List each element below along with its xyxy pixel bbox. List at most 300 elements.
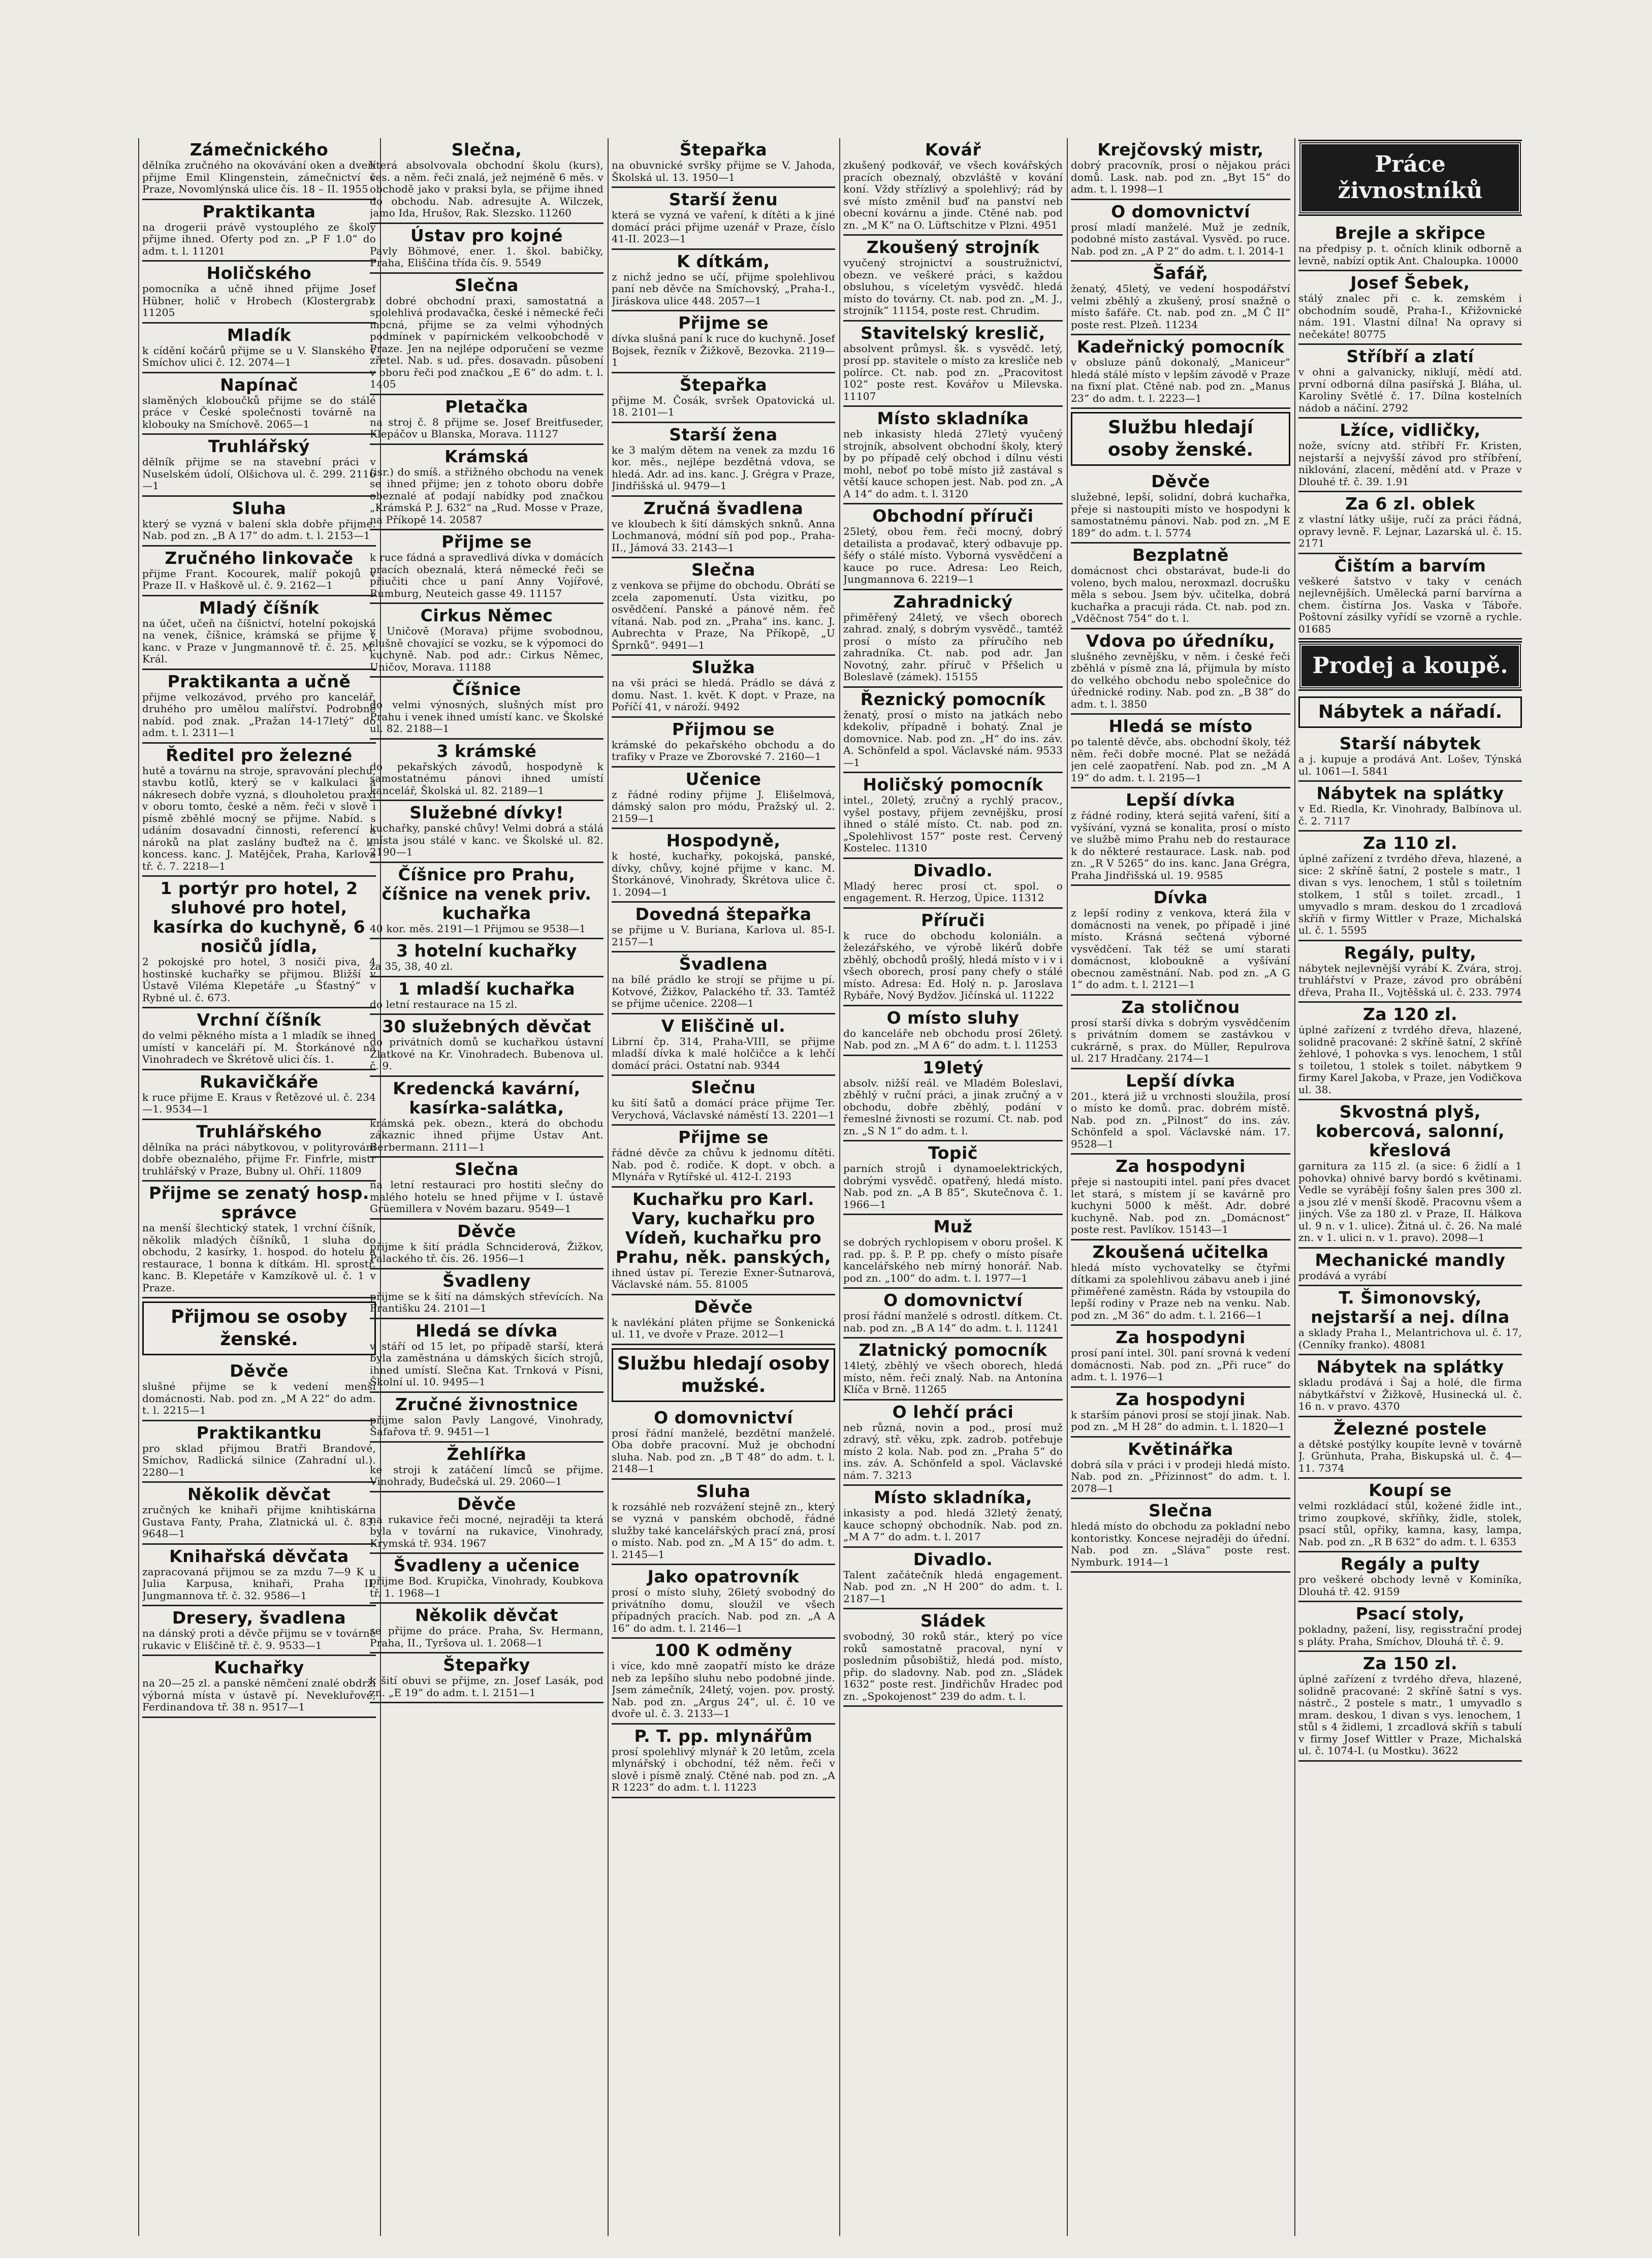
classified-ad [612, 829, 835, 903]
classified-ad [1298, 221, 1522, 271]
ad-body: kuchařky, panské chůvy! Velmi dobrá a stálá místa jsou stálé v kanc. ve Školské ul. 82. 2190—1 [370, 822, 603, 858]
classified-ad [370, 1653, 603, 1703]
ad-body: Talent začátečník hledá engagement. Nab. pod zn. „N H 200“ do adm. t. l. 2187—1 [843, 1568, 1063, 1605]
classified-ad [1071, 1438, 1290, 1500]
section-banner: Prodej a koupě. [1298, 643, 1522, 689]
ad-title: O lehčí práci [892, 1402, 1014, 1422]
ad-title: Květinářka [1128, 1439, 1233, 1459]
ad-title: Štepařka [679, 374, 768, 395]
ad-body: přijme k šití prádla Schnciderová, Žižkov, Palackého tř. čís. 26. 1956—1 [370, 1240, 603, 1264]
ad-body: pro sklad přijmou Bratři Brandové, Smíchov, Radlická silnice (Zahradní ul.). 2280—1 [142, 1442, 376, 1478]
section-heading: Přijmou se osoby ženské. [142, 1301, 376, 1355]
classified-ad [1071, 335, 1290, 409]
classified-ad [612, 1406, 835, 1480]
classified-ad [1298, 1249, 1522, 1287]
ad-body: z dobré obchodní praxi, samostatná a spolehlivá prodavačka, české i německé řeči mocná, přijme se za velmi výhodných podmínek v papírnickém velkoobchodě v Praze. Jen na nejlépe odporučení se vezme zřetel. Nab. s ud. přes. dosavadn. působení v oboru řeči pod značkou „E 6“ do adm. t. l. 1405 [370, 294, 603, 390]
classified-ad [142, 138, 376, 200]
classified-ad [370, 395, 603, 445]
ad-title: Koupí se [1369, 1480, 1452, 1500]
classified-ad [370, 1077, 603, 1158]
ad-body: přijme se k šití na dámských střevících. Na Františku 24. 2101—1 [370, 1290, 603, 1314]
ad-body: pro veškeré obchody levně v Kominíka, Dlouhá tř. 42. 9159 [1298, 1573, 1522, 1598]
ad-title: K dítkám, [677, 251, 770, 271]
ad-title: Za hospodyni [1116, 1156, 1246, 1176]
classified-ad [142, 1483, 376, 1545]
classified-ad [612, 423, 835, 497]
classified-ad [370, 530, 603, 604]
ad-title: Několik děvčat [415, 1605, 558, 1625]
ad-title: Pletačka [445, 396, 528, 417]
ad-title: Kadeřnický pomocník [1076, 337, 1285, 357]
ad-body: velmi rozkládací stůl, kožené židle int., trimo zoupkové, skříňky, židle, stolek, psací stůl, opřiky, kamna, kasy, lampa, Nab. pod zn. „R B 632“ do adm. t. l. 6353 [1298, 1500, 1522, 1548]
classified-ad [612, 558, 835, 656]
column-6 [1298, 138, 1522, 2236]
ad-body: na obuvnické svršky přijme se V. Jahoda, Školská ul. 13. 1950—1 [612, 159, 835, 183]
classified-ad [142, 497, 376, 547]
ad-title: Zkoušená učitelka [1092, 1242, 1269, 1262]
ad-body: z řádné rodiny, která sejitá vaření, šití a vyšívání, vyzná se konalita, prosí o místo ve službě mimo Prahu neb do restaurace k do některé restaurace. Lask. nab. pod zn. „R V 5265“ do ins. kanc. Jana Grégra, Praha Jindřišská ul. 19. 9585 [1071, 809, 1290, 881]
column-divider [1294, 138, 1295, 2236]
ad-body: prosí paní intel. 30l. paní srovná k vedení domácnosti. Nab. pod zn. „Při ruce“ do adm. t. l. 1976—1 [1071, 1347, 1290, 1383]
ad-body: pokladny, pažení, lisy, regisstrační prodej s pláty. Praha, Smíchov, Dlouhá tř. č. 9. [1298, 1623, 1522, 1647]
ad-title: Dovedná štepařka [635, 904, 812, 924]
classified-ad [612, 138, 835, 188]
ad-body: ihned ústav pí. Terezie Exner-Šutnarová, Václavské nám. 55. 81005 [612, 1266, 835, 1290]
classified-ad [843, 1056, 1063, 1142]
classified-ad [1298, 1003, 1522, 1100]
ad-title: Zručná švadlena [643, 498, 804, 518]
ad-title: Žehlířka [447, 1444, 527, 1464]
ad-title: Služka [691, 657, 755, 677]
classified-ad [142, 596, 376, 670]
ad-body: (isr.) do smíš. a střižného obchodu na venek se ihned přijme; jen z tohoto oboru dobře obeznalé ať podají nabídky pod značkou „Krámská P. J. 632“ na „Rud. Mosse v Praze, na Příkopě 14. 20587 [370, 465, 603, 526]
ad-body: prosí o místo sluhy, 26letý svobodný do privátního domu, sloužil ve všech případných pracích. Nab. pod zn. „A A 16“ do adm. t. l. 2146—1 [612, 1586, 835, 1634]
classified-ad [1298, 419, 1522, 492]
column-3 [612, 138, 835, 2236]
classified-ad [843, 1609, 1063, 1707]
classified-ad [612, 1480, 835, 1566]
ad-body: neb různá, novin a pod., prosí muž zdravý, stř. věku, zpk. zadrob. potřebuje místo 2 kola. Nab. pod zn. „Praha 5“ do ins. záv. A. Schönfeld a spol. Václavské nám. 7. 3213 [843, 1421, 1063, 1481]
classified-ad [612, 1565, 835, 1639]
ad-body: inkasisty a pod. hledá 32letý ženatý, kauce schopný obchodník. Nab. pod zn. „M A 7“ do adm. t. l. 2017 [843, 1507, 1063, 1543]
classified-ad [142, 547, 376, 596]
ad-title: 3 hotelní kuchařky [396, 941, 577, 961]
ad-body: která absolvovala obchodní školu (kurs), čes. a něm. řeči znalá, jež nejméně 6 měs. v obchodě jako v praksi byla, se přijme ihned do obchodu. Nab. adresujte A. Wilczek, jamo Ida, Hrušov, Rak. Slezsko. 11260 [370, 159, 603, 219]
ad-title: Děvče [457, 1221, 516, 1241]
column-divider [1067, 138, 1068, 2236]
ad-title: Cirkus Němec [420, 606, 553, 625]
classified-ad [612, 1725, 835, 1798]
ad-body: pomocníka a učně ihned přijme Josef Hübner, holič v Hrobech (Klostergrab). 11205 [142, 282, 376, 319]
ad-body: do velmi výnosných, slušných míst pro Prahu i venek ihned umístí kanc. ve Školské ul. 82. 2188—1 [370, 698, 603, 735]
classified-ad [142, 877, 376, 1008]
ad-title: Lepší dívka [1126, 1070, 1235, 1091]
ad-body: prodává a vyrábí [1298, 1269, 1387, 1282]
classified-ad [370, 1604, 603, 1653]
ad-title: Skvostná plyš, kobercová, salonní, křeslová [1315, 1102, 1505, 1160]
ad-title: Lepší dívka [1126, 790, 1235, 810]
ad-body: 14letý, zběhlý ve všech oborech, hledá místo, něm. řeči znalý. Nab. na Antonína Klíča v Brně. 11265 [843, 1359, 1063, 1395]
ad-title: Několik děvčat [187, 1484, 331, 1504]
ad-body: na předpisy p. t. očních klinik odborně a levně, nabízí optik Ant. Chaloupka. 10000 [1298, 242, 1522, 267]
classified-ad [1298, 1479, 1522, 1552]
ad-title: Děvče [694, 1296, 753, 1317]
ad-body: 201., která již u vrchnosti sloužila, prosí o místo ke domů. prac. dobrém místě. Nab. pod zn. „Pilnost“ do ins. záv. Schönfeld a spol. Václavské nám. 17. 9528—1 [1071, 1090, 1290, 1150]
classified-ad [843, 322, 1063, 407]
classified-ad [1071, 1069, 1290, 1155]
ad-body: k hosté, kuchařky, pokojská, panské, dívky, chůvy, kojné přijme v kanc. M. Štorkánové, Vinohrady, Škrétova ulice č. 1. 2094—1 [612, 850, 835, 898]
classified-ad [1071, 544, 1290, 629]
ad-title: Nábytek na splátky [1316, 783, 1504, 803]
classified-ad [843, 1486, 1063, 1548]
classified-ad [142, 200, 376, 262]
ad-body: přiměřený 24letý, ve všech oborech zahrad. znalý, s dobrým vysvědč., tamtéž prosí o místo za příručího neb zahradníka. Ct. nab. pod adr. Jan Novotný, zahr. příruč v Přšelich u Boleslavě (zámek). 15155 [843, 611, 1063, 683]
ad-title: Vrchní číšník [197, 1010, 322, 1030]
ad-title: Regály, pulty, [1344, 942, 1477, 963]
ad-body: k ruce do obchodu koloniáln. a železářského, ve výrobě likérů dobře zběhlý, obchodů prošlý, hledá místo v i v i všech oborech, prosí pany chefy o stálé místo. Adresa: Ed. Holý n. p. Jaroslava Rybáře, Nový Bydžov. Jičínská ul. 11222 [843, 929, 1063, 1001]
classified-ad [612, 1295, 835, 1345]
ad-title: Místo skladníka, [873, 1487, 1033, 1507]
ad-title: Sládek [920, 1611, 986, 1631]
ad-body: skladu prodává i Šaj a holé, dle firma nábytkářství v Žižkově, Husinecká ul. č. 16 n. v pravo. 4370 [1298, 1376, 1522, 1412]
ad-body: ve kloubech k šití dámských snknů. Anna Lochmanová, módní síň pod pop., Praha-II., Jámová 33. 2143—1 [612, 517, 835, 554]
classified-ad [370, 1393, 603, 1443]
ad-body: z vlastní látky ušije, ručí za práci řádná, opravy levně. F. Lejnar, Lazarská ul. č. 15. 2171 [1298, 513, 1522, 549]
classified-ad [370, 863, 603, 940]
ad-body: v stáří od 15 let, po případě starší, která byla zaměstnána u dámských šicích strojů, ihned umístí. Slečna Kat. Trnková v Písni, Školní ul. 10. 9495—1 [370, 1340, 603, 1388]
classified-ad [843, 909, 1063, 1006]
ad-title: Přijmou se [672, 719, 775, 739]
classified-ad [1298, 782, 1522, 832]
ad-title: Ředitel pro železné [166, 745, 353, 765]
ad-title: Kuchařku pro Karl. Vary, kuchařku pro Vídeň, kuchařku pro Prahu, něk. panských, [615, 1189, 832, 1267]
ad-title: Praktikantku [196, 1422, 322, 1443]
classified-ad [612, 188, 835, 250]
classified-ad [370, 138, 603, 224]
ad-body: k navlékání pláten přijme se Šonkenická ul. 11, ve dvoře v Praze. 2012—1 [612, 1316, 835, 1340]
ad-title: Truhlářského [196, 1121, 322, 1141]
ad-title: Bezplatně [1132, 545, 1229, 565]
ad-title: Starší žena [669, 424, 778, 444]
ad-body: zkušený podkovář, ve všech kovářských pracích obeznalý, obzvláště v kování koní. Vždy střízlivý a spolehlivý; rád by své místo změnil buď na panství neb obecní kovárnu a jinde. Ctěné nab. pod zn. „M K“ na O. Lüftschitze v Plzni. 4951 [843, 159, 1063, 231]
ad-title: O domovnictví [654, 1407, 793, 1427]
section-heading: Službu hledají osoby mužské. [612, 1348, 835, 1402]
ad-title: Topič [928, 1143, 978, 1163]
ad-title: Za 120 zl. [1362, 1004, 1458, 1024]
ad-title: Přijme se [678, 1127, 769, 1147]
ad-title: Přijme se [678, 313, 769, 333]
ad-title: Děvče [230, 1361, 289, 1381]
ad-body: se přijme do práce. Praha, Sv. Hermann, Praha, II., Tyršova ul. 1. 2068—1 [370, 1625, 603, 1649]
ad-title: Služebné dívky! [409, 803, 564, 822]
ad-body: dělník přijme se na stavební práci v Nuselském údolí, Olšichova ul. č. 299. 2116—1 [142, 456, 376, 492]
ad-title: 19letý [923, 1057, 983, 1077]
ad-title: Zručného linkovače [165, 548, 354, 568]
ad-title: Štepařka [679, 140, 768, 160]
column-divider [608, 138, 609, 2236]
classified-ad [370, 939, 603, 977]
ad-body: do letní restaurace na 15 zl. [370, 998, 518, 1010]
ad-title: 30 služebných děvčat [382, 1016, 591, 1036]
ad-title: Napínač [220, 374, 298, 395]
ad-body: po talentě děvče, abs. obchodní školy, též něm. řeči dobře mocné. Plat se nežádá jen celé zaopatření. Nab. pod zn. „M A 19“ do adm. t. l. 2195—1 [1071, 736, 1290, 784]
ad-title: Hledá se místo [1108, 716, 1253, 736]
classified-ad [1071, 788, 1290, 886]
classified-ad [843, 1401, 1063, 1486]
classified-ad [843, 1215, 1063, 1289]
ad-body: za 35, 38, 40 zl. [370, 960, 453, 972]
ad-title: Hospodyně, [666, 831, 781, 850]
classified-ad [370, 274, 603, 395]
classified-ad [142, 1656, 376, 1718]
classified-ad [142, 1359, 376, 1421]
ad-body: k rozsáhlé neb rozvážení stejně zn., který se vyzná v panském obchodě, řádné služby také kancelářských prací zná, prosí o místo. Nab. pod zn. „M A 15“ do adm. t. l. 2145—1 [612, 1500, 835, 1561]
classified-ad [1298, 1100, 1522, 1249]
classified-ad [370, 1492, 603, 1554]
ad-title: Kovář [925, 140, 981, 160]
ad-body: k starším pánovi prosí se stojí jinak. Nab. pod zn. „M H 28“ do admin. t. l. 1820—1 [1071, 1408, 1290, 1433]
ad-title: Učenice [685, 769, 761, 789]
ad-body: k šití obuvi se přijme, zn. Josef Lasák, pod zn. „E 19“ do adm. t. l. 2151—1 [370, 1674, 603, 1699]
classified-ad [142, 324, 376, 373]
ad-body: k ruce přijme E. Kraus v Řetězové ul. č. 234—1. 9534—1 [142, 1091, 376, 1115]
ad-body: prosí řádní manželé s odrostl. dítkem. Ct. nab. pod zn. „B A 14“ do adm. t. l. 11241 [843, 1310, 1063, 1334]
classified-ad [142, 1545, 376, 1607]
ad-title: Dívka [1153, 887, 1208, 907]
ad-title: Za 6 zl. oblek [1345, 494, 1475, 514]
classified-ad [843, 773, 1063, 859]
classified-ad [843, 1548, 1063, 1610]
ad-title: V Eliščině ul. [661, 1015, 786, 1036]
ad-body: na dánský proti a děvče přijmu se v továrně rukavic v Eliščině tř. č. 9. 9533—1 [142, 1627, 376, 1651]
ad-title: Švadleny a učenice [393, 1555, 580, 1575]
classified-ad [370, 977, 603, 1015]
ad-title: Lžíce, vidličky, [1340, 420, 1481, 440]
ad-body: v ohni a galvanicky, niklují, mědí atd. první odborná dílna pasířská J. Bláha, ul. Karoliny Světlé č. 17. Dílna kostelních nádob a náčiní. 2792 [1298, 366, 1522, 414]
classified-ad [1298, 345, 1522, 419]
ad-body: 25letý, obou řem. řeči mocný, dobrý detailista a prodavač, který odbavuje pp. šéfy o stálé místo. Vyborná vysvědčení a kauce po ruce. Adresa: Leo Reich, Jungmannova 6. 2219—1 [843, 525, 1063, 585]
ad-body: domácnost chci obstarávat, bude-li do voleno, bych malou, neroxmazl. docrušku měla s sebou. Jsem býv. učitelka, dobrá kuchařka a pracuji ráda. Ct. nab. pod zn. „Vděčnost 754“ do t. l. [1071, 564, 1290, 624]
ad-title: Kredencká kavární, kasírka-salátka, [393, 1078, 581, 1118]
classified-ad [612, 1076, 835, 1126]
classified-ad [1071, 629, 1290, 715]
ad-body: prosí řádní manželé, bezdětní manželé. Oba dobře pracovní. Muž je obchodní sluha. Nab. pod zn. „B T 48“ do adm. t. l. 2148—1 [612, 1426, 835, 1475]
classified-ad [1071, 1326, 1290, 1388]
ad-body: se přijme u V. Buriana, Karlova ul. 85-I. 2157—1 [612, 924, 835, 948]
ad-title: Zámečnického [189, 140, 329, 160]
ad-body: přijme salon Pavly Langové, Vinohrady, Šafařova tř. 9. 9451—1 [370, 1413, 603, 1438]
classified-ad [142, 1421, 376, 1483]
classified-ad [612, 250, 835, 312]
ad-body: prosí starší dívka s dobrým vysvědčením s privátním domem se zastávkou v cukrárně, s prax. do Müller, Repulrova ul. 217 Hradčany. 2174—1 [1071, 1016, 1290, 1064]
ad-title: Vdova po úředníku, [1086, 630, 1276, 651]
ad-body: která se vyzná ve vaření, k dítěti a k jiné domácí práci přijme uzenář v Praze, číslo 41-II. 2023—1 [612, 209, 835, 245]
ad-body: z řádné rodiny přijme J. Elišelmová, dámský salon pro módu, Pražský ul. 2. 2159—1 [612, 788, 835, 824]
ad-body: dívka slušná paní k ruce do kuchyně. Josef Bojsek, řezník v Žižkově, Bezovka. 2119—1 [612, 332, 835, 368]
ad-title: Místo skladníka [877, 408, 1029, 428]
ad-body: ženatý, prosí o místo na jatkách nebo kdekoliv, případně i bohatý. Znal je domovnice. Nab. pod zn. „H“ do ins. záv. A. Schönfeld a spol. Václavské nám. 9533—1 [843, 708, 1063, 769]
ad-body: zapracovaná přijmou se za mzdu 7—9 K u Julia Karpusa, knihaři, Praha II, Jungmannova tř. č. 32. 9586—1 [142, 1565, 376, 1602]
ad-title: Sluha [232, 498, 287, 518]
classified-ad [612, 656, 835, 718]
ad-title: Zručné živnostnice [395, 1394, 578, 1414]
classified-ad [843, 138, 1063, 236]
classified-ad [843, 1289, 1063, 1339]
ad-body: na letní restauraci pro hostiti slečny do malého hotelu se hned přijme v I. ústavě Grüemillera v Novém bazaru. 9549—1 [370, 1179, 603, 1215]
classified-ad [843, 590, 1063, 688]
ad-body: veškeré šatstvo v taky v cenách nejlevnějších. Umělecká parní barvírna a chem. čistírna Jos. Vaska v Táboře. Poštovní zásilky vyřídí se vzorně a rychle. 01685 [1298, 575, 1522, 635]
ad-body: v Uničově (Morava) přijme svobodnou, slušně chovající se vozku, se k výpomoci do kuchyně. Nab. pod adr.: Cirkus Němec, Uničov, Morava. 11188 [370, 625, 603, 673]
section-heading: Službu hledají osoby ženské. [1071, 412, 1290, 466]
ad-title: Brejle a skřipce [1335, 223, 1486, 243]
classified-ad [142, 1070, 376, 1120]
classified-ad [843, 688, 1063, 774]
section-banner: Práce živnostníků [1298, 141, 1522, 214]
ad-title: Zahradnický [893, 591, 1013, 612]
ad-title: Krámská [444, 446, 529, 466]
ad-title: Děvče [457, 1493, 516, 1514]
ad-body: v obsluze pánů dokonalý, „Maniceur“ hledá stálé místo v lepším závodě v Praze na fixní plat. Ctěné nab. pod zn. „Manus 23“ do adm. t. l. 2223—1 [1071, 356, 1290, 404]
classified-ad [142, 1008, 376, 1070]
ad-title: Slečna [691, 560, 755, 580]
ad-title: O domovnictví [883, 1290, 1023, 1310]
ad-body: úplné zařízení z tvrdého dřeva, hlazené, solidně pracované: 2 skříně šatní, 2 skříně žehlové, 1 pohovka s vys. lenochem, 1 stůl s toiletou, 1 stolek s toilet. nábytkem 9 firmy Karel Jakoba, v Praze, jen Vodičkova ul. 38. [1298, 1024, 1522, 1096]
ad-title: Slečna [455, 1159, 519, 1179]
ad-title: O domovnictví [1111, 201, 1250, 221]
ad-body: prosí mladí manželé. Muž je zedník, podobné místo zastával. Vysvěd. po ruce. Nab. pod zn. „A P 2“ do adm. t. l. 2014-1 [1071, 220, 1290, 257]
classified-ad [1298, 1286, 1522, 1355]
ad-body: slaměných kloboučků přijme se do stálé práce v České společnosti továrně na klobouky na Smíchově. 2065—1 [142, 394, 376, 430]
ad-body: který se vyzná v balení skla dobře přijme. Nab. pod zn. „B A 17“ do adm. t. l. 2153—1 [142, 517, 376, 542]
classified-ad [142, 435, 376, 497]
classified-ad [142, 670, 376, 744]
ad-title: Za 110 zl. [1362, 833, 1458, 853]
ad-title: Mladík [227, 325, 292, 345]
classified-ad [1071, 1388, 1290, 1438]
ad-body: nože, svícny atd. stříbří Fr. Kristen, nejstarší a nejvyšší závod pro stříbření, niklování, zlacení, mědění atd. v Praze v Dlouhé tř. č. 39. 1.91 [1298, 439, 1522, 488]
ad-title: Starší nábytek [1339, 734, 1481, 753]
ad-title: Přijme se zenatý hosp. správce [149, 1183, 369, 1222]
ad-body: krámské do pekařského obchodu a do trafiky v Praze ve Zborovské 7. 2160—1 [612, 738, 835, 762]
ad-title: Nábytek na splátky [1316, 1357, 1504, 1377]
ad-body: absolvent průmysl. šk. s vysvědč. letý, prosí pp. stavitele o místo za kresliče neb polírce. Ct. nab. pod zn. „Pracovitost 102“ poste rest. Kovářov u Milevska. 11107 [843, 342, 1063, 402]
classified-ad [370, 678, 603, 740]
ad-title: Psací stoly, [1355, 1604, 1465, 1624]
ad-body: Pavly Böhmové, ener. 1. škol. babičky, Praha, Eliščina třída čís. 9. 5549 [370, 244, 603, 269]
ad-body: k cídění kočárů přijme se u V. Slanského v Smíchov ulici č. 12. 2074—1 [142, 344, 376, 368]
ad-body: přijme Frant. Kocourek, malíř pokojů v Praze II. v Haškově ul. č. 9. 2162—1 [142, 567, 376, 591]
ad-body: přijme Bod. Krupička, Vinohrady, Koubkova tř. 1. 1968—1 [370, 1575, 603, 1599]
classified-ad [612, 718, 835, 768]
ad-body: slušného zevnějšku, v něm. i české řeči zběhlá v písmě zna lá, přijmula by místo do velkého obchodu nebo společnice do úřednické rodiny. Nab. pod zn. „B 38“ do adm. t. l. 3850 [1071, 650, 1290, 710]
ad-title: Za hospodyni [1116, 1389, 1246, 1409]
ad-body: dobrý pracovník, prosí o nějakou práci domů. Lask. nab. pod zn. „Byt 15“ do adm. t. l. 1998—1 [1071, 159, 1290, 195]
classified-ad [1298, 1355, 1522, 1417]
ad-body: dělníka zručného na okovávání oken a dveří přijme Emil Klingenstein, zámečnictví v Praze, Novomlýnská ulice čís. 18 – II. 1955 [142, 159, 376, 195]
classified-ad [370, 740, 603, 802]
ad-body: 40 kor. měs. 2191—1 Přijmou se 9538—1 [370, 922, 586, 935]
ad-title: Číšnice [452, 679, 521, 699]
ad-body: zručných ke knihaři přijme knihtiskárna Gustava Fanty, Praha, Zlatnická ul. č. 83. 9648—1 [142, 1504, 376, 1540]
ad-body: prosí spolehlivý mlynář k 20 letům, zcela mlynářský i obchodní, též něm. řeči v slově i písmě znalý. Ctěné nab. pod zn. „A R 1223“ do adm. t. l. 11223 [612, 1745, 835, 1793]
classified-ad [1298, 941, 1522, 1003]
classified-ad [1071, 262, 1290, 335]
classified-ad [843, 1141, 1063, 1215]
classified-ad [1071, 886, 1290, 996]
ad-title: T. Šimonovský, nejstarší a nej. dílna [1311, 1288, 1510, 1327]
ad-body: přeje si nastoupiti intel. paní přes dvacet let stará, s místem jí se kavárně pro kuchyni 5000 k měšt. Adr. dobré kuchyně. Nab. pod zn. „Domácnost“ poste rest. Pavlíkov. 15143—1 [1071, 1175, 1290, 1235]
ad-body: ku šití šatů a domácí práce přijme Ter. Verychová, Václavské náměstí 13. 2201—1 [612, 1097, 835, 1121]
ad-body: řádné děvče za chůvu k jednomu dítěti. Nab. pod č. rodiče. K dopt. v obch. a Mlynářa v Rytířské ul. 412-I. 2193 [612, 1147, 835, 1183]
section-heading: Nábytek a nářadí. [1298, 696, 1522, 728]
ad-body: Mladý herec prosí ct. spol. o engagement. R. Herzog, Úpice. 11312 [843, 879, 1063, 904]
ad-body: na rukavice řeči mocné, nejraději ta která byla v tovární na rukavice, Vinohrady, Krymská tř. 934. 1967 [370, 1513, 603, 1549]
ad-title: Zlatnický pomocník [859, 1340, 1047, 1360]
ad-body: dobrá síla v práci i v prodeji hledá místo. Nab. pod zn. „Přízinnost“ do adm. t. l. 2078—1 [1071, 1458, 1290, 1494]
ad-title: Příruči [921, 910, 985, 930]
ad-title: Krejčovský mistr, [1097, 140, 1264, 160]
ad-body: na účet, učeň na číšnictví, hotelní pokojská na venek, číšnice, krámská se přijme v kanc. v Praze v Jungmannově tř. č. 25. M. Král. [142, 617, 376, 665]
classified-ad [843, 1339, 1063, 1401]
ad-title: Slečna [1149, 1501, 1213, 1520]
classified-ad [1298, 732, 1522, 782]
classified-ad [370, 1554, 603, 1604]
classified-ad [843, 236, 1063, 322]
ad-body: k ruce fádná a spravedlivá dívka v domácích pracích obeznalá, která německé řeči se přiučiti chce u paní Anny Vojířové, Rumburg, Neuteich gasse 49. 11157 [370, 551, 603, 599]
ad-title: Šafář, [1153, 263, 1209, 283]
classified-ad [612, 952, 835, 1014]
classified-ad [843, 859, 1063, 909]
ad-title: Čištím a barvím [1334, 555, 1486, 576]
classified-ad [1071, 200, 1290, 262]
ad-title: Stříbří a zlatí [1346, 346, 1474, 366]
ad-title: Ústav pro kojné [410, 225, 563, 245]
ad-title: 3 krámské [436, 741, 537, 761]
classified-ad [1071, 1155, 1290, 1241]
ad-title: Číšnice pro Prahu, číšnice na venek priv. kuchařka [382, 864, 592, 923]
classified-ad [1298, 554, 1522, 640]
classified-ad [370, 604, 603, 678]
classified-ad [142, 262, 376, 324]
column-1 [142, 138, 376, 2236]
ad-title: Slečnu [691, 1077, 756, 1097]
ad-title: Divadlo. [913, 860, 993, 880]
ad-title: P. T. pp. mlynářům [634, 1726, 813, 1746]
classified-ad [1298, 832, 1522, 941]
classified-ad [843, 1006, 1063, 1056]
ad-body: na vši práci se hledá. Prádlo se dává z domu. Nast. 1. květ. K dopt. v Praze, na Poříčí 41, v nároží. 9492 [612, 677, 835, 713]
classified-ad [612, 1639, 835, 1725]
classified-ad [843, 407, 1063, 504]
ad-title: Mladý číšník [199, 597, 320, 618]
classified-ad [370, 224, 603, 274]
ad-body: úplné zařízení z tvrdého dřeva, hlazené, solidně pracované: 2 skříně šatní s vys. nástrč., 2 postele s matr., 1 umyvadlo s mram. deskou, 1 divan s vys. lenochem, 1 stůl s 4 židlemi, 1 zrcadlová skříň s tabulí v firmy Josef Wittler v Praze, Michalská ul. č. 1074-I. (u Mostku). 3622 [1298, 1673, 1522, 1757]
classified-ad [370, 445, 603, 531]
ad-title: Obchodní příruči [872, 506, 1034, 526]
ad-title: Děvče [1151, 471, 1210, 491]
ad-body: svobodný, 30 roků stár., který po více roků samostatně pracoval, nyní v posledním působištiž, hledá pod. místo, přip. do sladovny. Nab. pod zn. „Sládek 1632“ poste rest. Jindřichův Hradec pod zn. „Spokojenost“ 239 do adm. t. l. [843, 1630, 1063, 1702]
ad-body: dělníka na práci nábytkovou, v polityrování dobře obeznalého, přijme Fr. Finfrle, mistr truhlářský v Praze, Bubny ul. Ohří. 11809 [142, 1140, 376, 1177]
classified-ad [1071, 1241, 1290, 1326]
ad-title: Hledá se dívka [416, 1320, 558, 1341]
classified-ad [370, 1158, 603, 1220]
ad-title: Zkoušený strojník [866, 237, 1040, 257]
ad-title: Divadlo. [913, 1549, 993, 1569]
ad-title: Přijme se [441, 532, 532, 552]
column-5 [1071, 138, 1290, 2236]
ad-title: Holičského [206, 263, 312, 283]
ad-body: i více, kdo mně zaopatří místo ke dráze neb za lepšího sluhu nebo podobné jinde. Jsem zámečník, 24letý, vojen. pov. prostý. Nab. pod zn. „Argus 24“, ul. č. 10 ve dvoře ul. č. 3. 2133—1 [612, 1660, 835, 1720]
